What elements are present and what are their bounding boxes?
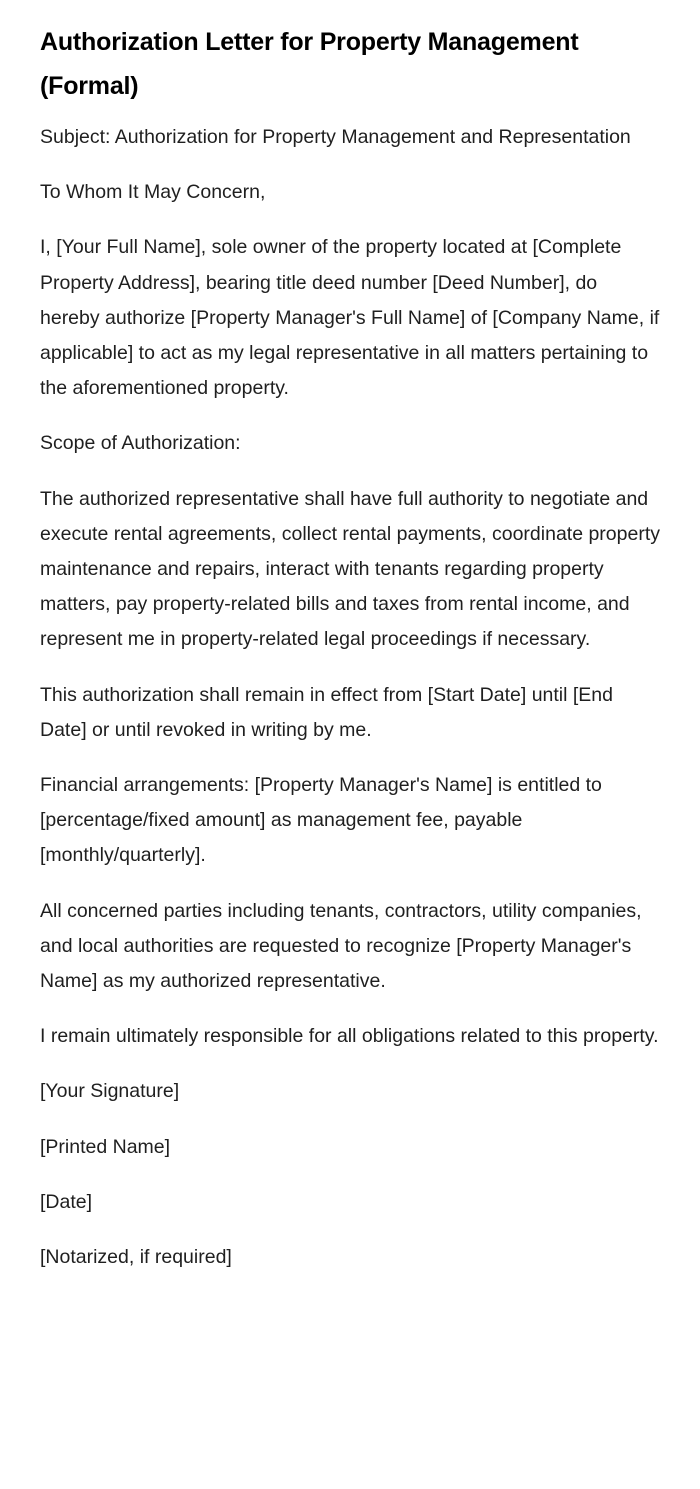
intro-paragraph: I, [Your Full Name], sole owner of the property located at [Complete Property Address], bearing title deed number [Deed Number], do hereby authorize [Property Manager's Full Name] of [Company Name, if applicable] to act as my legal representative in all matters pertaining to the aforementioned property. [40, 236, 660, 400]
subject-line: Subject: Authorization for Property Management and Representation [40, 126, 631, 148]
recognition-paragraph: All concerned parties including tenants, contractors, utility companies, and local authorities are requested to recognize [Property Manager's Name] as my authorized representative. [40, 899, 642, 993]
date-placeholder: [Date] [40, 1190, 93, 1213]
scope-heading: Scope of Authorization: [40, 432, 241, 455]
printed-name-placeholder: [Printed Name] [40, 1135, 171, 1158]
duration-paragraph: This authorization shall remain in effect from [Start Date] until [End Date] or until revoked in writing by me. [40, 683, 613, 741]
letter-title: Authorization Letter for Property Management (Formal) [40, 28, 579, 100]
salutation: To Whom It May Concern, [40, 181, 266, 204]
financial-paragraph: Financial arrangements: [Property Manager's Name] is entitled to [percentage/fixed amount] as management fee, payable [monthly/quarterly]. [40, 774, 602, 867]
responsibility-paragraph: I remain ultimately responsible for all obligations related to this property. [40, 1025, 659, 1048]
notarized-placeholder: [Notarized, if required] [40, 1246, 232, 1269]
scope-paragraph: The authorized representative shall have full authority to negotiate and execute rental agreements, collect rental payments, coordinate property maintenance and repairs, interact with tenants regarding property matters, pay property-related bills and taxes from rental income, and represent me in property-related legal proceedings if necessary. [40, 487, 661, 651]
signature-placeholder: [Your Signature] [40, 1080, 180, 1103]
